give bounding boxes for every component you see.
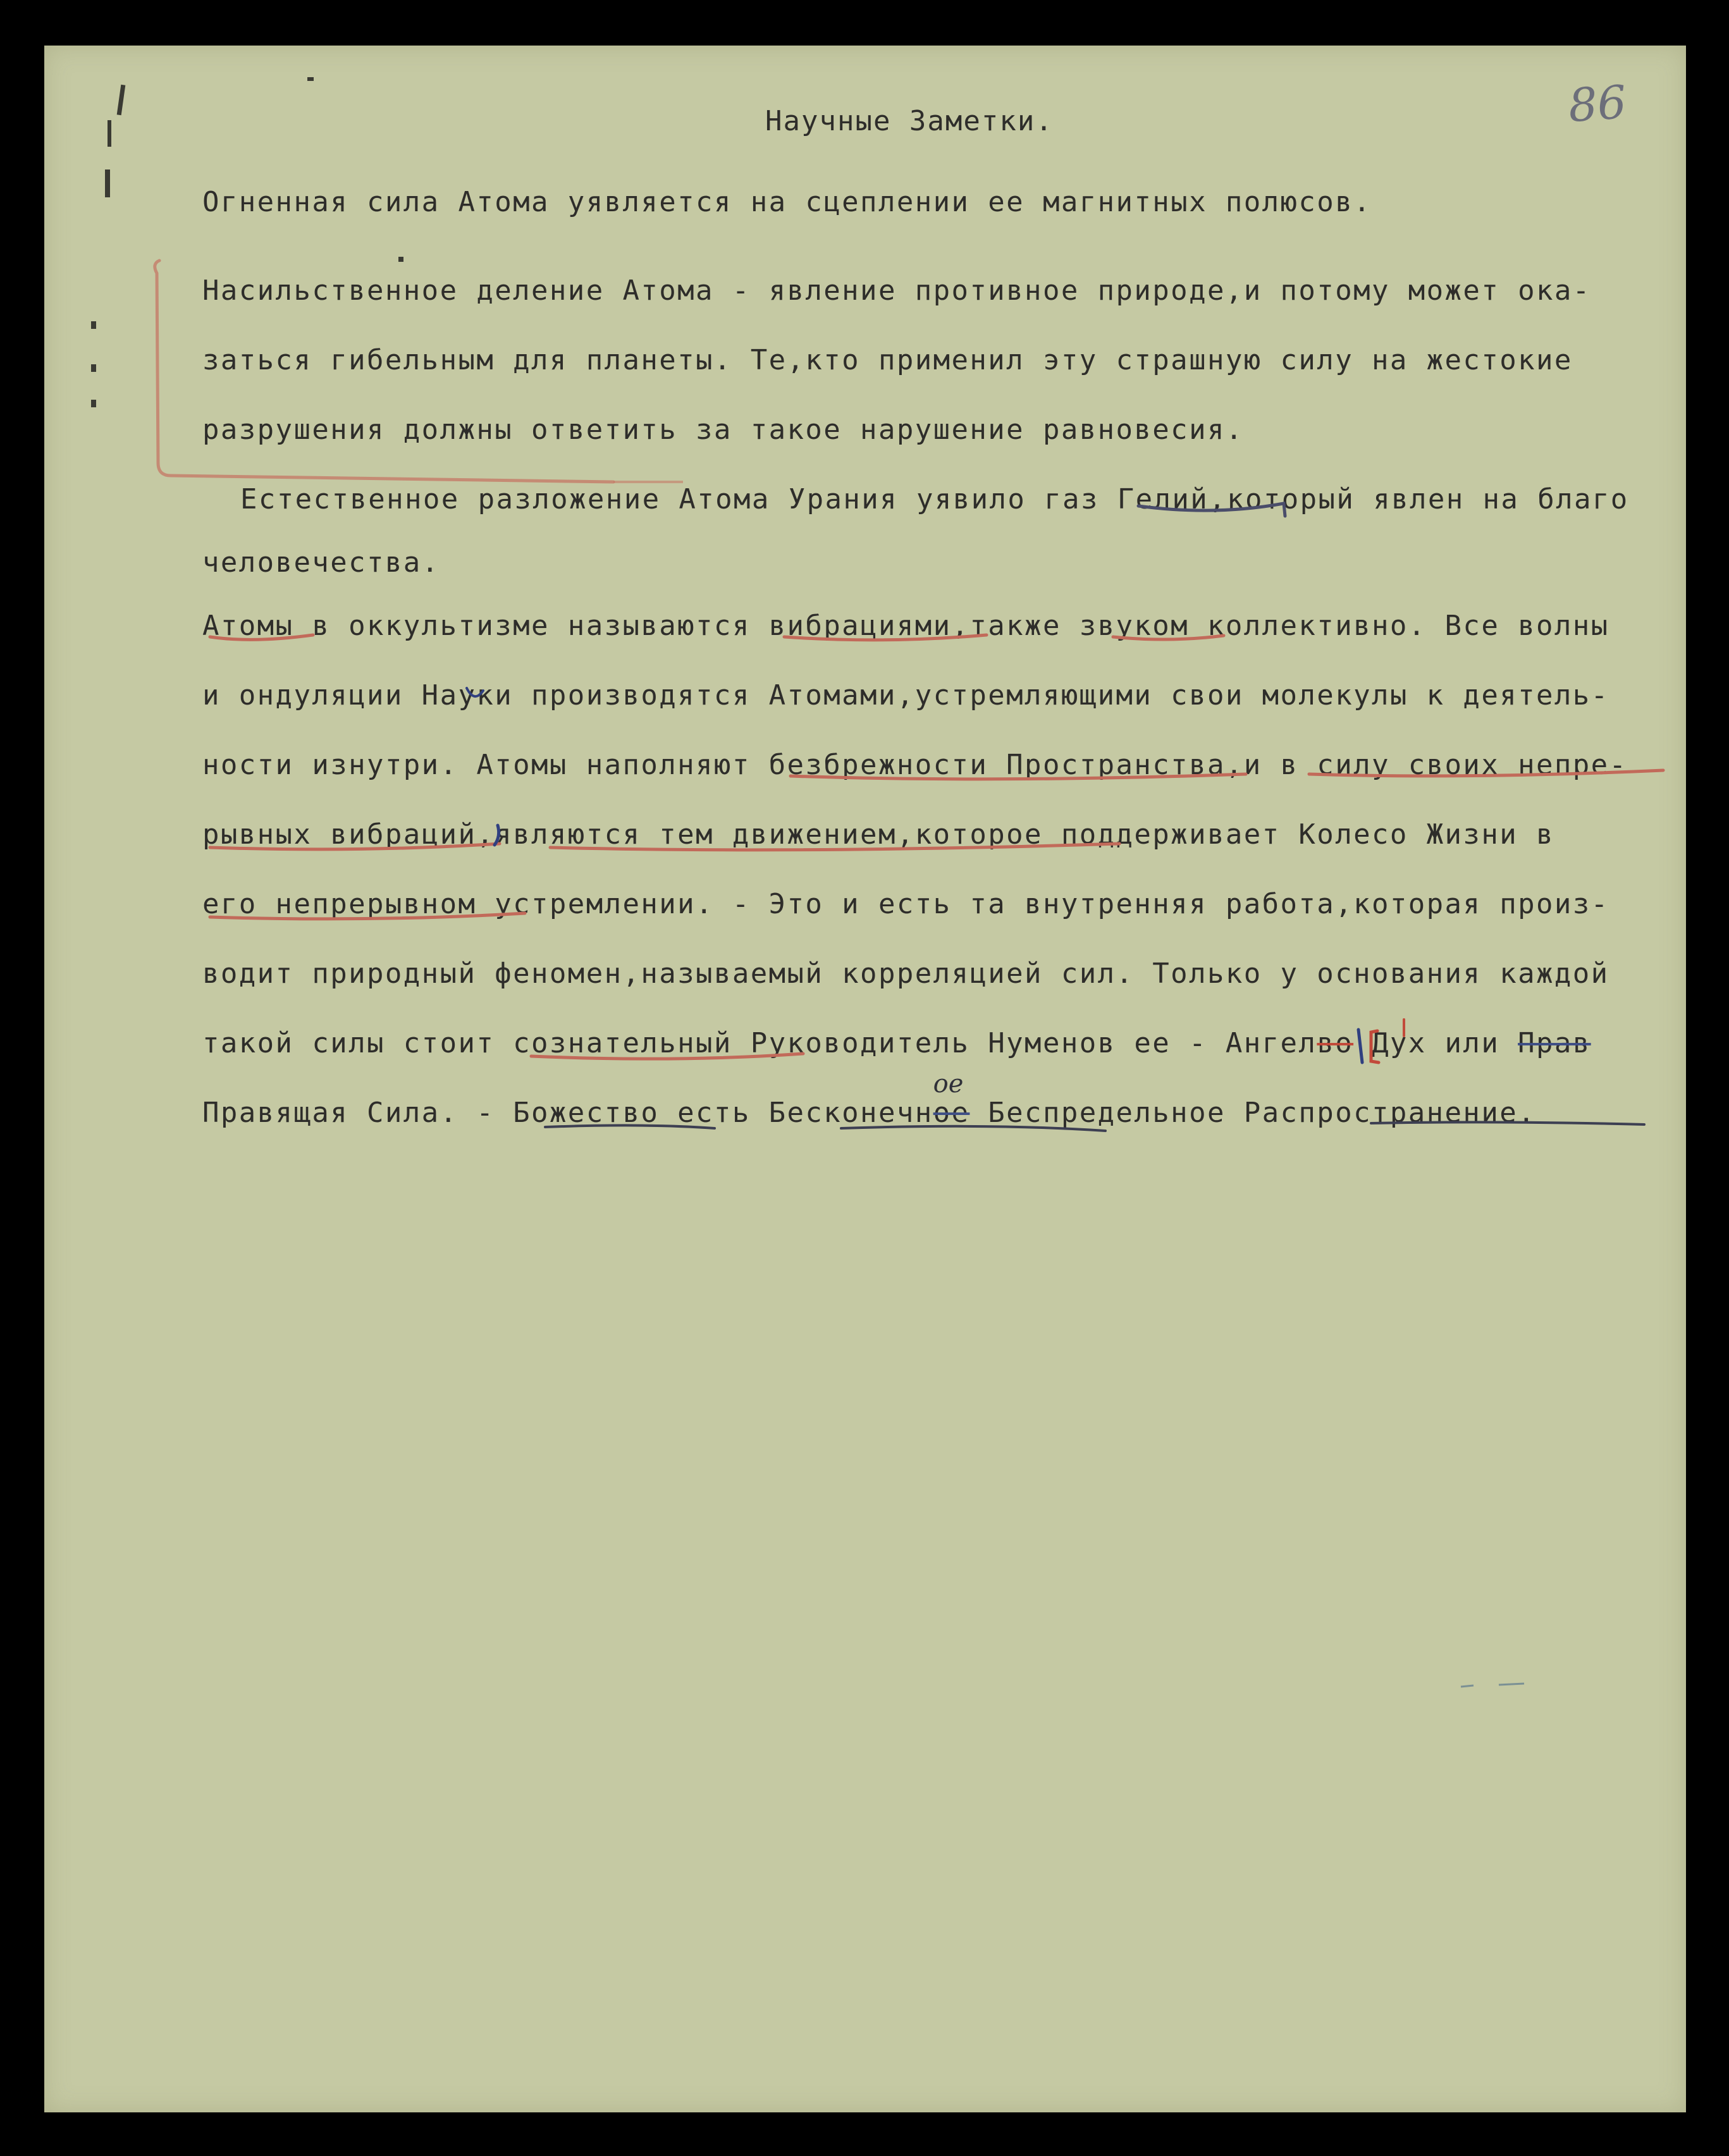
margin-ink-mark bbox=[91, 400, 96, 407]
text-line: Насильственное деление Атома - явление противное природе,и потому может ока- bbox=[202, 274, 1591, 307]
text-line: Естественное разложение Атома Урания уявило газ Гелий,который явлен на благо bbox=[240, 483, 1629, 515]
text-line: водит природный феномен,называемый корреляцией сил. Только у основания каждой bbox=[202, 958, 1609, 990]
text-line bbox=[202, 1025, 1591, 1063]
margin-ink-mark bbox=[91, 364, 96, 372]
struck-word-ending: ое bbox=[933, 1097, 970, 1129]
text-line: заться гибельным для планеты. Те,кто применил эту страшную силу на жестокие bbox=[202, 344, 1573, 376]
handwritten-insert: ое bbox=[933, 1069, 964, 1099]
margin-ink-mark bbox=[108, 120, 111, 147]
margin-ink-mark bbox=[91, 321, 96, 329]
stray-mark bbox=[1461, 1685, 1474, 1687]
struck-text-red: во bbox=[1317, 1027, 1354, 1059]
text-segment: такой силы стоит сознательный Руководитель Нуменов ее - Ангел bbox=[202, 1027, 1317, 1059]
text-line: и ондуляции Науки производятся Атомами,устремляющими свои молекулы к деятель- bbox=[202, 679, 1609, 711]
text-segment: Дух или bbox=[1353, 1027, 1518, 1059]
text-segment: Правящая Сила. - Божество есть Бесконечн bbox=[202, 1097, 933, 1129]
page-number: 86 bbox=[1566, 75, 1628, 133]
page-title: Научные Заметки. bbox=[765, 105, 1054, 137]
text-line: человечества. bbox=[202, 546, 440, 579]
text-line bbox=[202, 1069, 1536, 1132]
text-line: его непрерывном устремлении. - Это и есть та внутренняя работа,которая произ- bbox=[202, 888, 1609, 920]
text-line: разрушения должны ответить за такое нарушение равновесия. bbox=[202, 414, 1244, 446]
struck-text-blue: Прав bbox=[1518, 1027, 1591, 1059]
stray-mark-2 bbox=[1499, 1684, 1524, 1685]
text-segment: Беспредельное Распространение. bbox=[969, 1097, 1536, 1129]
margin-ink-mark bbox=[398, 257, 403, 262]
document-page bbox=[44, 46, 1686, 2112]
text-line: рывных вибраций,являются тем движением,которое поддерживает Колесо Жизни в bbox=[202, 818, 1554, 851]
text-line: Огненная сила Атома уявляется на сцеплении ее магнитных полюсов. bbox=[202, 186, 1372, 218]
margin-ink-mark bbox=[307, 77, 314, 81]
margin-ink-mark bbox=[105, 169, 110, 197]
text-line: Атомы в оккультизме называются вибрациями,также звуком коллективно. Все волны bbox=[202, 610, 1609, 642]
text-line: ности изнутри. Атомы наполняют безбрежности Пространства,и в силу своих непре- bbox=[202, 749, 1628, 781]
margin-ink-mark bbox=[117, 85, 126, 116]
